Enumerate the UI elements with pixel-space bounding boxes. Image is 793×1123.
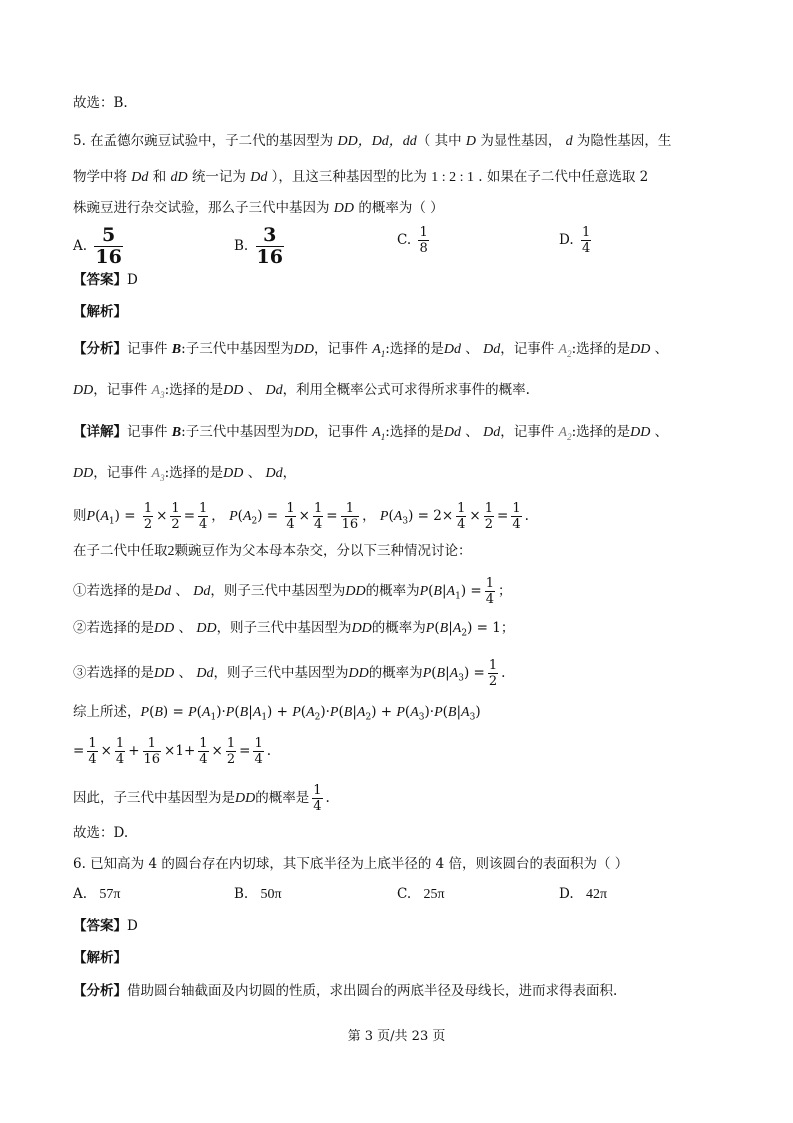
q5-summary-line-2: = $\frac{1}{4}$ × $\frac{1}{4}$ + $\frac{1}{16}$ ×1+ $\frac{1}{4}$ × $\frac{1}{2}$ = $\frac{1}{4}$ . <box>73 736 272 767</box>
q5-case-2: ②若选择的是DD 、 DD，则子三代中基因型为DD的概率为$P(B|A_2) = 1$； <box>73 620 515 639</box>
q6-fenxi: 【分析】借助圆台轴截面及内切圆的性质，求出圆台的两底半径及母线长，进而求得表面积. <box>73 983 618 999</box>
q5-option-c[interactable]: C. $\frac{1}{8}$ <box>397 225 428 256</box>
q4-answer-line: 故选：B. <box>73 95 128 111</box>
q5-probabilities-line: 则$P(A_1)$ = $\frac{1}{2}$ × $\frac{1}{2}$ = $\frac{1}{4}$ ， $P(A_2)$ = $\frac{1}{4}$ × $\frac{1}{4}$ = $\frac{1}{16}$ ， $P(A_3) = 2\times$ $\frac{1}{4}$ × $\frac{1}{2}$ = $\frac{1}{4}$ . <box>73 501 529 532</box>
q5-stem-line-2: 物学中将 Dd 和 dD 统一记为 Dd ），且这三种基因型的比为 1 : 2 : 1 . 如果在子二代中任意选取 2 <box>73 169 649 185</box>
q5-case-1: ①若选择的是Dd 、 Dd，则子三代中基因型为DD的概率为$P(B|A_1)$ = $\frac{1}{4}$ ； <box>73 576 512 607</box>
q5-option-b[interactable]: B. $\frac{3}{16}$ <box>234 224 283 268</box>
q5-summary-line-1: 综上所述，$P(B) = P(A_1)\cdot P(B|A_1) + P(A_2)\cdot P(B|A_2) + P(A_3)\cdot P(B|A_3)$ <box>73 704 481 723</box>
q6-option-d[interactable]: D. 42π <box>559 886 608 902</box>
q5-xiangjie-line-2: DD，记事件 $A_3$:选择的是DD 、 Dd， <box>73 465 297 483</box>
q5-fenxi-line-2: DD，记事件 $A_3$:选择的是DD 、 Dd，利用全概率公式可求得所求事件的概率. <box>73 382 530 400</box>
q5-xiangjie-line-1: 【详解】记事件 B:子三代中基因型为DD，记事件 $A_1$:选择的是Dd 、 Dd，记事件 $A_2$:选择的是DD 、 <box>73 424 669 442</box>
event-a3-symbol: $A_3$ <box>151 383 165 400</box>
q5-fenxi-line-1: 【分析】记事件 B:子三代中基因型为DD，记事件 $A_1$:选择的是Dd 、 Dd，记事件 $A_2$:选择的是DD 、 <box>73 341 669 359</box>
q5-option-b-fraction: $\frac{3}{16}$ <box>256 224 283 268</box>
q5-option-c-fraction: $\frac{1}{8}$ <box>419 225 428 256</box>
q5-stem-line-3: 株豌豆进行杂交试验，那么子三代中基因为 DD 的概率为（ ） <box>73 200 444 216</box>
q5-answer: 【答案】D <box>73 272 138 288</box>
event-a2-symbol: $A_2$ <box>558 342 572 359</box>
q5-option-d[interactable]: D. $\frac{1}{4}$ <box>559 225 591 256</box>
q5-stem-line-1: 5. 在孟德尔豌豆试验中，子二代的基因型为 DD，Dd，dd（ 其中 D 为显性基因， d 为隐性基因，生 <box>73 133 672 149</box>
q5-option-d-fraction: $\frac{1}{4}$ <box>581 225 591 256</box>
q6-option-c[interactable]: C. 25π <box>397 886 445 902</box>
q6-option-a[interactable]: A. 57π <box>73 886 121 902</box>
q5-option-a[interactable]: A. $\frac{5}{16}$ <box>73 224 122 268</box>
q5-analysis-heading: 【解析】 <box>73 304 127 320</box>
q5-final-answer: 故选：D. <box>73 825 129 841</box>
q6-answer: 【答案】D <box>73 918 138 934</box>
q5-therefore: 因此，子三代中基因型为是DD的概率是 $\frac{1}{4}$ . <box>73 783 330 814</box>
page-footer: 第 3 页/共 23 页 <box>347 1029 446 1044</box>
event-a1-symbol: $A_1$ <box>372 342 386 359</box>
q6-stem: 6. 已知高为 4 的圆台存在内切球，其下底半径为上底半径的 4 倍，则该圆台的表面积为（ ） <box>73 856 629 872</box>
q5-option-a-fraction: $\frac{5}{16}$ <box>95 224 122 268</box>
q5-case-3: ③若选择的是DD 、 Dd，则子三代中基因型为DD的概率为$P(B|A_3)$ = $\frac{1}{2}$ . <box>73 658 506 689</box>
q6-analysis-heading: 【解析】 <box>73 950 127 966</box>
q6-option-b[interactable]: B. 50π <box>234 886 282 902</box>
q5-cases-intro: 在子二代中任取2颗豌豆作为父本母本杂交，分以下三种情况讨论： <box>73 543 472 559</box>
